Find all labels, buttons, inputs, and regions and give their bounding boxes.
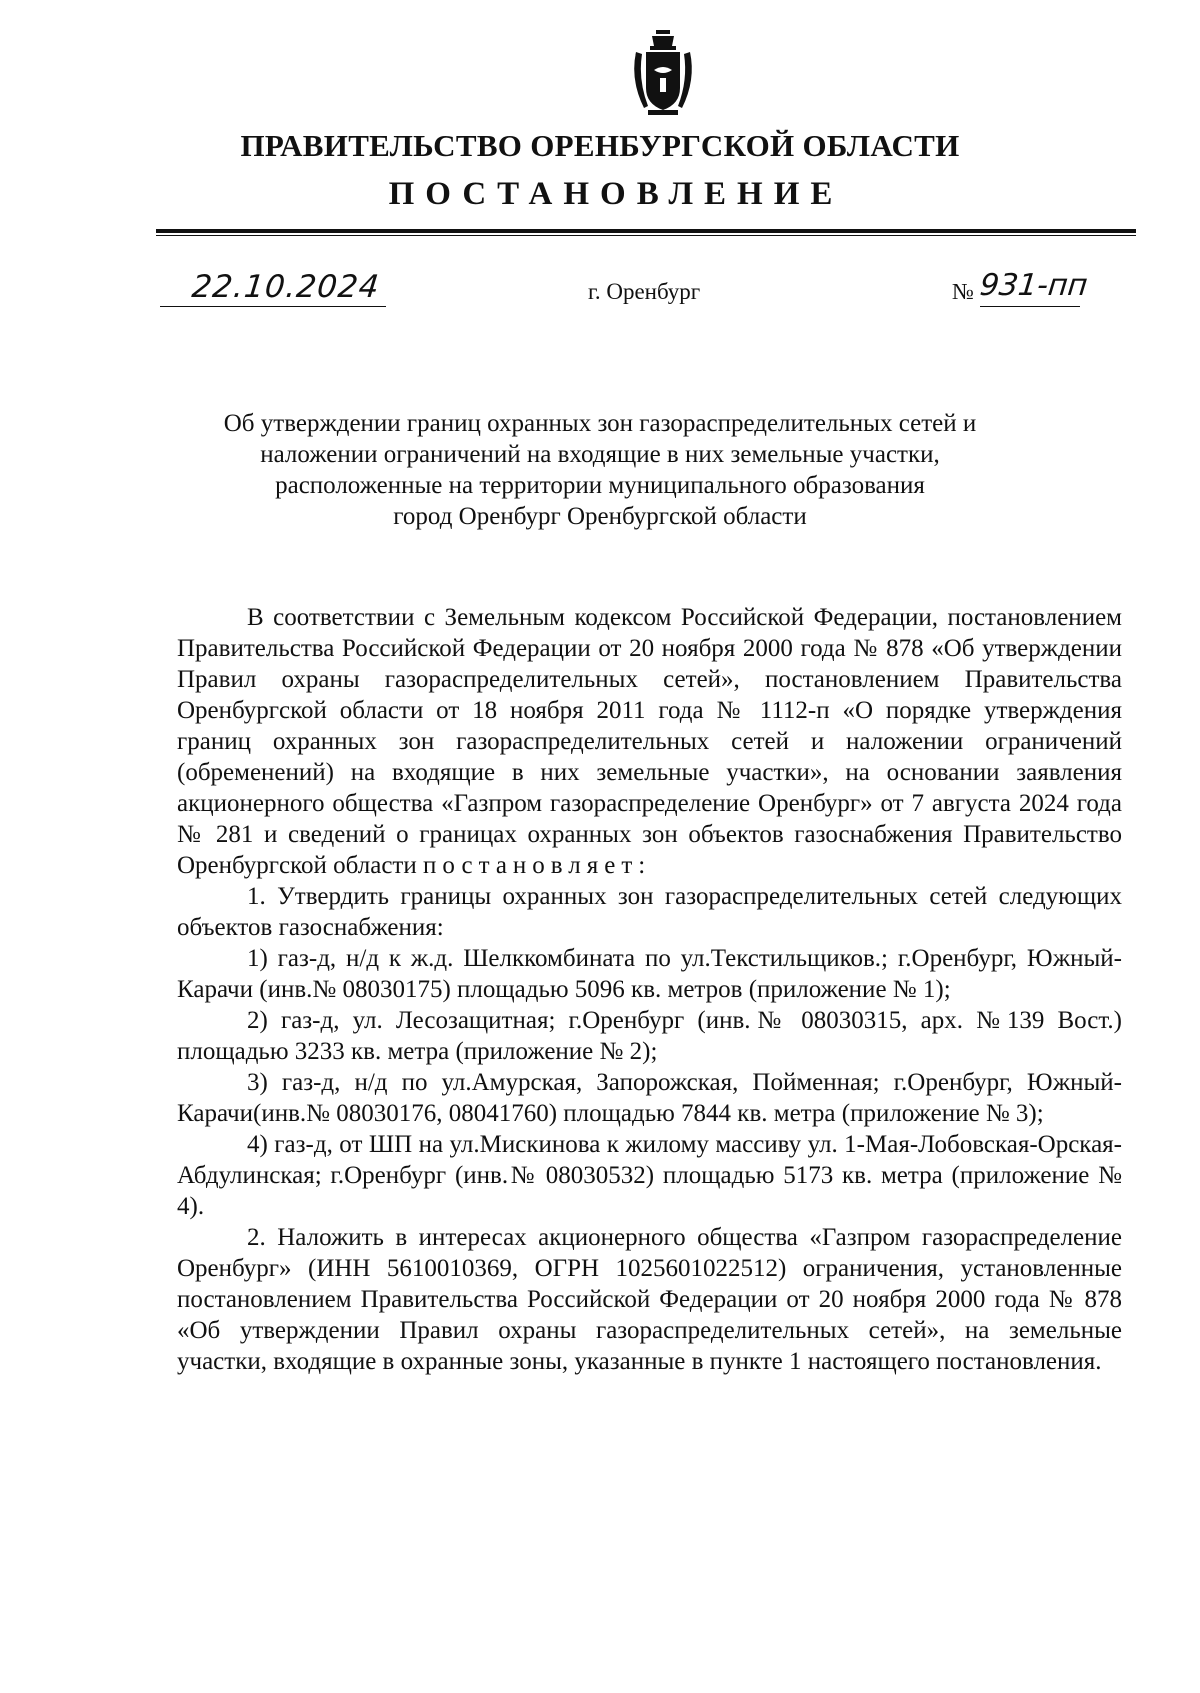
document-number: 931-пп	[978, 268, 1090, 303]
header-divider	[156, 229, 1136, 233]
document-date: 22.10.2024	[190, 269, 382, 305]
decree-word: постановляет:	[422, 852, 652, 879]
document-type: ПОСТАНОВЛЕНИЕ	[388, 176, 844, 212]
point-1-intro: 1. Утвердить границы охранных зон газораспределительных сетей следующих объектов газоснабжения:	[177, 883, 1122, 941]
document-body	[177, 602, 1122, 1377]
point-2-paragraph: 2. Наложить в интересах акционерного общества «Газпром газораспределение Оренбург» (ИНН 5610010369, ОГРН 1025601022512) ограничения, установленные постановлением Правительства Российской Федерации от 20 ноября 2000 года № 878 «Об утверждении Правил охраны газораспределительных сетей», на земельные участки, входящие в охранные зоны, указанные в пункте 1 настоящего постановления.	[177, 1224, 1122, 1375]
date-underline	[160, 306, 386, 307]
subject-line: наложении ограничений на входящие в них земельные участки,	[260, 441, 940, 468]
header-divider-thin	[156, 235, 1136, 236]
orenburg-coat-of-arms-icon	[630, 30, 696, 116]
subject-line: город Оренбург Оренбургской области	[393, 503, 807, 530]
preamble-paragraph	[177, 602, 1122, 881]
point-1-item: 3) газ-д, н/д по ул.Амурская, Запорожская, Пойменная; г.Оренбург, Южный-Карачи(инв.№ 08030176, 08041760) площадью 7844 кв. метра (приложение № 3);	[177, 1069, 1122, 1127]
organization-title: ПРАВИТЕЛЬСТВО ОРЕНБУРГСКОЙ ОБЛАСТИ	[240, 128, 960, 163]
point-1-item: 2) газ-д, ул. Лесозащитная; г.Оренбург (инв.№ 08030315, арх. №139 Вост.) площадью 3233 кв. метра (приложение № 2);	[177, 1007, 1122, 1065]
subject-line: Об утверждении границ охранных зон газораспределительных сетей и	[223, 410, 977, 437]
subject-line: расположенные на территории муниципального образования	[275, 472, 925, 499]
number-underline	[980, 306, 1080, 307]
city: г. Оренбург	[588, 279, 701, 304]
point-1-item: 4) газ-д, от ШП на ул.Мискинова к жилому массиву ул. 1-Мая-Лобовская-Орская-Абдулинская; г.Оренбург (инв.№ 08030532) площадью 5173 кв. метра (приложение № 4).	[177, 1131, 1122, 1220]
preamble-text: В соответствии с Земельным кодексом Российской Федерации, постановлением Правительства Российской Федерации от 20 ноября 2000 года № 878 «Об утверждении Правил охраны газораспределительных сетей», постановлением Правительства Оренбургской области от 18 ноября 2011 года № 1112-п «О порядке утверждения границ охранных зон газораспределительных сетей и наложении ограничений (обременений) на входящие в них земельные участки», на основании заявления акционерного общества «Газпром газораспределение Оренбург» от 7 августа 2024 года № 281 и сведений о границах охранных зон объектов газоснабжения Правительство Оренбургской области	[177, 604, 1122, 879]
number-label: №	[952, 279, 974, 304]
document-subject	[0, 408, 1200, 532]
point-1-item: 1) газ-д, н/д к ж.д. Шелккомбината по ул.Текстильщиков.; г.Оренбург, Южный-Карачи (инв.№ 08030175) площадью 5096 кв. метров (приложение № 1);	[177, 945, 1122, 1003]
